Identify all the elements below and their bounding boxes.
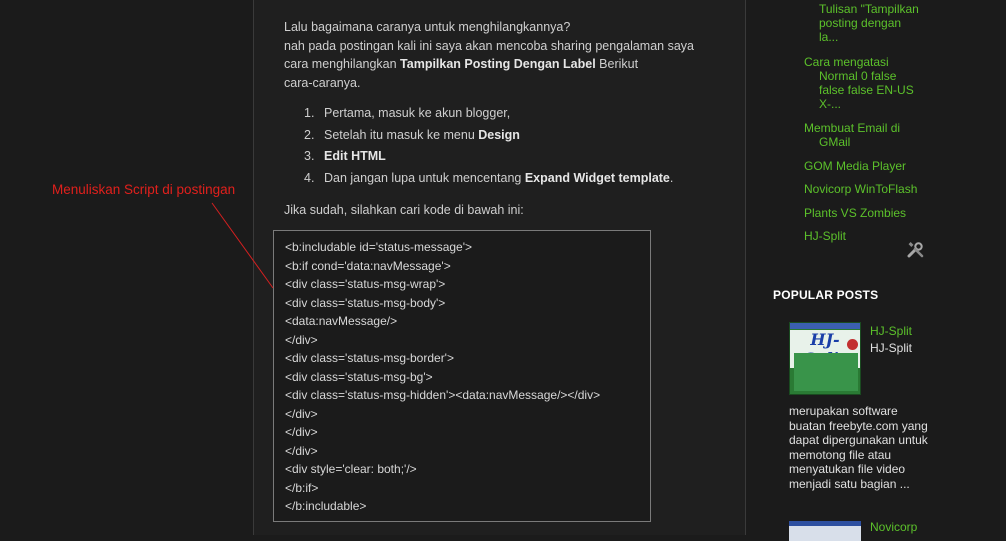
code-line: <data:navMessage/> bbox=[285, 314, 398, 328]
code-line: <div class='status-msg-border'> bbox=[285, 351, 454, 365]
code-line: </div> bbox=[285, 443, 318, 458]
sidebar-link[interactable]: Membuat Email di GMail bbox=[804, 121, 901, 149]
code-line: </b:includable> bbox=[285, 499, 367, 513]
intro-line-1: Lalu bagaimana caranya untuk menghilangkannya? bbox=[284, 20, 571, 34]
code-line: <div class='status-msg-body'> bbox=[285, 295, 446, 310]
step-item: 3. Edit HTML bbox=[304, 149, 386, 163]
step-item: 2. Setelah itu masuk ke menu Design bbox=[304, 127, 520, 142]
code-line: <div class='status-msg-wrap'> bbox=[285, 277, 446, 291]
code-line: </div> bbox=[285, 332, 318, 347]
wrench-icon[interactable] bbox=[906, 240, 926, 260]
intro-line-3: cara menghilangkan Tampilkan Posting Dengan Label Berikut bbox=[284, 57, 639, 71]
popular-post-subtitle: HJ-Split bbox=[870, 341, 913, 355]
step-item: 4. Dan jangan lupa untuk mencentang Expand Widget template. bbox=[304, 170, 674, 185]
code-line: </b:if> bbox=[285, 480, 319, 495]
annotation-label: Menuliskan Script di postingan bbox=[52, 182, 236, 197]
intro-line-4: cara-caranya. bbox=[284, 75, 361, 90]
sidebar-link[interactable]: Cara mengatasi Normal 0 false false false EN-US X-... bbox=[804, 55, 914, 111]
thumbnail-title: HJ- bbox=[790, 330, 860, 368]
code-line: </div> bbox=[285, 425, 318, 439]
code-line: <b:if cond='data:navMessage'> bbox=[285, 258, 451, 273]
post-thumbnail[interactable] bbox=[789, 521, 861, 541]
sidebar bbox=[770, 0, 1006, 535]
code-line: <b:includable id='status-message'> bbox=[285, 240, 473, 254]
code-line: </div> bbox=[285, 406, 318, 421]
intro-line-2: nah pada postingan kali ini saya akan mencoba sharing pengalaman saya bbox=[284, 38, 695, 53]
sidebar-link[interactable]: GOM Media Player bbox=[804, 159, 907, 173]
code-line: <div style='clear: both;'/> bbox=[285, 462, 417, 476]
popular-post-snippet: merupakan software buatan freebyte.com yang dapat dipergunakan untuk memotong file atau menyatukan file video menjadi satu bagian ... bbox=[789, 404, 928, 491]
sidebar-link[interactable]: HJ-Split bbox=[804, 229, 847, 243]
popular-posts-heading: POPULAR POSTS bbox=[773, 288, 879, 302]
after-steps-text: Jika sudah, silahkan cari kode di bawah ini: bbox=[284, 203, 524, 217]
sidebar-link[interactable]: Novicorp WinToFlash bbox=[804, 182, 918, 196]
popular-post-link[interactable]: Novicorp bbox=[870, 520, 918, 534]
sidebar-link[interactable]: Plants VS Zombies bbox=[804, 206, 907, 220]
intro-bold-label: Tampilkan Posting Dengan Label bbox=[400, 57, 596, 71]
post-thumbnail[interactable] bbox=[789, 322, 861, 395]
code-line: <div class='status-msg-bg'> bbox=[285, 369, 433, 384]
step-item: 1. Pertama, masuk ke akun blogger, bbox=[304, 106, 511, 120]
code-line: <div class='status-msg-hidden'><data:navMessage/></div> bbox=[285, 388, 601, 402]
popular-post-link[interactable]: HJ-Split bbox=[870, 324, 913, 338]
sidebar-link[interactable]: Tulisan "Tampilkan posting dengan la... bbox=[819, 2, 919, 44]
